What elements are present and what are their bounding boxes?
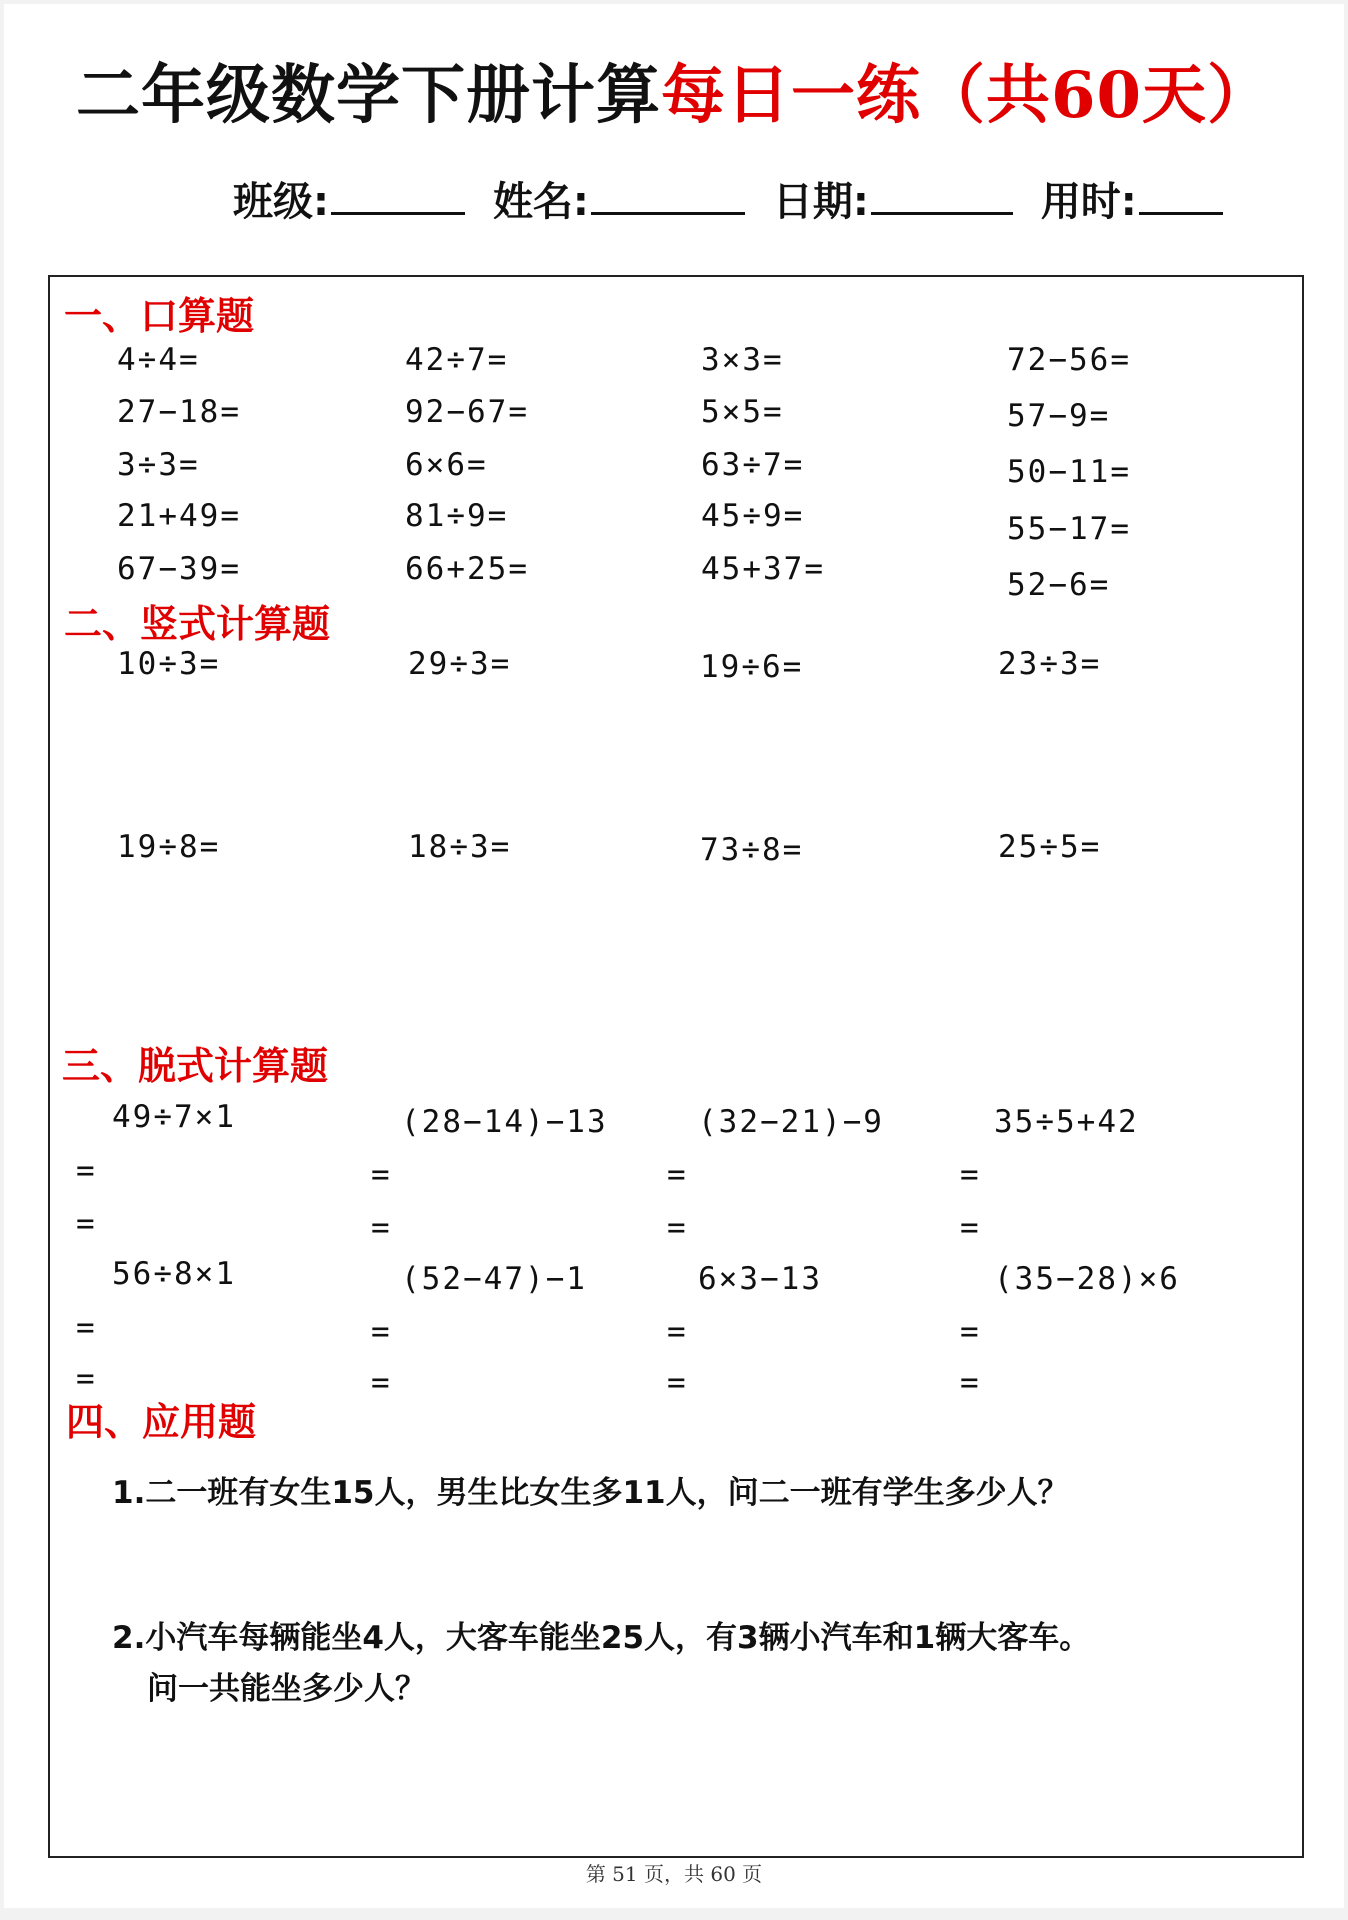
oral-problem: 21+49=	[117, 498, 241, 534]
time-label: 用时:	[1040, 179, 1137, 225]
equals-sign: =	[76, 1153, 97, 1189]
stepwise-problem: 49÷7×1	[112, 1099, 236, 1135]
oral-problem: 50−11=	[1007, 454, 1131, 490]
vertical-problem: 29÷3=	[408, 646, 512, 682]
date-blank[interactable]	[871, 180, 1013, 215]
name-label: 姓名:	[492, 179, 589, 225]
oral-problem: 27−18=	[117, 394, 241, 430]
equals-sign: =	[960, 1210, 981, 1246]
equals-sign: =	[371, 1365, 392, 1401]
name-blank[interactable]	[591, 180, 745, 215]
stepwise-problem: (28−14)−13	[401, 1104, 608, 1140]
oral-problem: 55−17=	[1007, 511, 1131, 547]
stepwise-problem: 6×3−13	[698, 1261, 822, 1297]
date-label: 日期:	[772, 179, 869, 225]
title-highlight: 每日一练（共60天）	[660, 58, 1273, 133]
page-footer: 第 51 页，共 60 页	[585, 1862, 763, 1886]
student-info-line	[233, 179, 1237, 225]
vertical-problem: 19÷6=	[700, 649, 804, 685]
oral-problem: 3×3=	[701, 342, 784, 378]
stepwise-problem: 56÷8×1	[112, 1256, 236, 1292]
section-title-stepwise: 三、脱式计算题	[62, 1043, 329, 1088]
vertical-problem: 10÷3=	[117, 646, 221, 682]
word-problem-2-line1: 2.小汽车每辆能坐4人，大客车能坐25人，有3辆小汽车和1辆大客车。	[112, 1620, 1091, 1656]
oral-problem: 67−39=	[117, 551, 241, 587]
section-title-vertical: 二、竖式计算题	[64, 601, 331, 646]
oral-problem: 81÷9=	[405, 498, 509, 534]
stepwise-problem: (52−47)−1	[401, 1261, 587, 1297]
oral-problem: 92−67=	[405, 394, 529, 430]
page-title	[0, 58, 1348, 133]
section-title-word: 四、应用题	[66, 1399, 257, 1444]
equals-sign: =	[76, 1361, 97, 1397]
vertical-problem: 73÷8=	[700, 832, 804, 868]
oral-problem: 57−9=	[1007, 398, 1111, 434]
oral-problem: 66+25=	[405, 551, 529, 587]
oral-problem: 3÷3=	[117, 447, 200, 483]
vertical-problem: 19÷8=	[117, 829, 221, 865]
oral-problem: 4÷4=	[117, 342, 200, 378]
vertical-problem: 23÷3=	[998, 646, 1102, 682]
equals-sign: =	[960, 1314, 981, 1350]
equals-sign: =	[667, 1365, 688, 1401]
word-problem-2-line2: 问一共能坐多少人？	[147, 1671, 426, 1707]
equals-sign: =	[371, 1157, 392, 1193]
equals-sign: =	[76, 1206, 97, 1242]
stepwise-problem: (32−21)−9	[698, 1104, 884, 1140]
oral-problem: 5×5=	[701, 394, 784, 430]
equals-sign: =	[667, 1157, 688, 1193]
section-title-oral: 一、口算题	[64, 293, 255, 338]
vertical-problem: 18÷3=	[408, 829, 512, 865]
equals-sign: =	[960, 1157, 981, 1193]
equals-sign: =	[76, 1310, 97, 1346]
class-blank[interactable]	[331, 180, 465, 215]
title-main: 二年级数学下册计算	[75, 58, 661, 133]
equals-sign: =	[371, 1314, 392, 1350]
equals-sign: =	[371, 1210, 392, 1246]
oral-problem: 52−6=	[1007, 567, 1111, 603]
oral-problem: 72−56=	[1007, 342, 1131, 378]
time-blank[interactable]	[1139, 180, 1223, 215]
vertical-problem: 25÷5=	[998, 829, 1102, 865]
oral-problem: 42÷7=	[405, 342, 509, 378]
oral-problem: 63÷7=	[701, 447, 805, 483]
equals-sign: =	[667, 1314, 688, 1350]
equals-sign: =	[667, 1210, 688, 1246]
class-label: 班级:	[233, 179, 329, 225]
oral-problem: 6×6=	[405, 447, 488, 483]
oral-problem: 45÷9=	[701, 498, 805, 534]
stepwise-problem: 35÷5+42	[994, 1104, 1139, 1140]
oral-problem: 45+37=	[701, 551, 825, 587]
stepwise-problem: (35−28)×6	[994, 1261, 1180, 1297]
word-problem-1: 1.二一班有女生15人，男生比女生多11人，问二一班有学生多少人？	[112, 1475, 1069, 1511]
equals-sign: =	[960, 1365, 981, 1401]
